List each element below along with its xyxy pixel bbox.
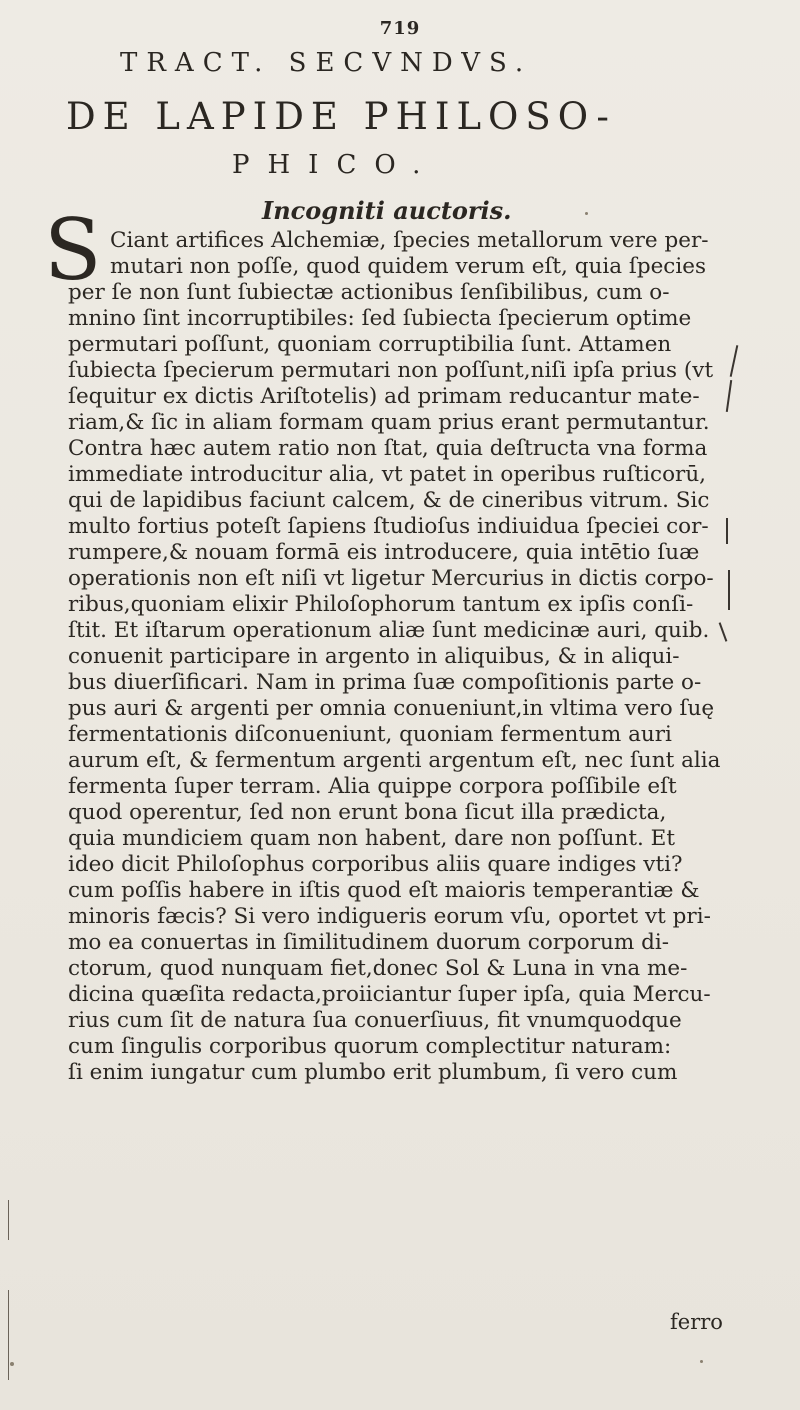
text-line: operationis non eſt niſi vt ligetur Mercurius in dictis corpo-	[68, 566, 714, 591]
text-line: multo fortius poteſt ſapiens ſtudioſus indiuidua ſpeciei cor-	[68, 514, 709, 539]
running-head: TRACT. SECVNDVS.	[120, 48, 533, 78]
text-line: bus diuerſificari. Nam in prima ſuæ compoſitionis parte o-	[68, 670, 702, 695]
author-line: Incogniti auctoris.	[262, 196, 512, 225]
text-line: minoris fæcis? Si vero indigueris eorum vſu, oportet vt pri-	[68, 904, 711, 929]
chapter-title: DE LAPIDE PHILOSO-	[66, 95, 616, 138]
catchword: ferro	[670, 1310, 723, 1334]
text-line: conuenit participare in argento in aliquibus, & in aliqui-	[68, 644, 680, 669]
margin-ink-mark	[730, 345, 739, 377]
text-line: ſtit. Et iſtarum operationum aliæ ſunt medicinæ auri, quib.	[68, 618, 710, 643]
text-line: rumpere,& nouam formā eis introducere, quia intētio ſuæ	[68, 540, 700, 565]
text-line: Ciant artifices Alchemiæ, ſpecies metallorum vere per-	[110, 228, 709, 253]
paper-blemish	[700, 1360, 703, 1363]
text-line: cum poſſis habere in iſtis quod eſt maioris temperantiæ &	[68, 878, 700, 903]
text-line: mo ea conuertas in ſimilitudinem duorum corporum di-	[68, 930, 669, 955]
margin-ink-mark	[8, 1290, 9, 1380]
text-line: immediate introducitur alia, vt patet in operibus ruſticorū,	[68, 462, 706, 487]
text-line: Contra hæc autem ratio non ſtat, quia deſtructa vna forma	[68, 436, 708, 461]
margin-ink-mark	[726, 518, 728, 544]
text-line: fermentationis diſconueniunt, quoniam fermentum auri	[68, 722, 672, 747]
drop-cap: S	[44, 201, 102, 299]
text-line: ſubiecta ſpecierum permutari non poſſunt,niſi ipſa prius (vt	[68, 358, 714, 383]
paper-blemish	[10, 1362, 14, 1366]
page-number: 719	[379, 18, 421, 39]
text-line: pus auri & argenti per omnia conueniunt,in vltima vero ſuę	[68, 696, 715, 721]
text-line: rius cum ſit de natura ſua conuerſiuus, fit vnumquodque	[68, 1008, 682, 1033]
margin-ink-mark	[726, 380, 732, 412]
chapter-title-continuation: PHICO.	[232, 150, 439, 180]
paper-blemish	[585, 212, 588, 215]
text-line: mutari non poſſe, quod quidem verum eſt, quia ſpecies	[110, 254, 706, 279]
text-line: quia mundiciem quam non habent, dare non poſſunt. Et	[68, 826, 675, 851]
text-line: permutari poſſunt, quoniam corruptibilia ſunt. Attamen	[68, 332, 672, 357]
text-line: fermenta ſuper terram. Alia quippe corpora poſſibile eſt	[68, 774, 677, 799]
text-line: ideo dicit Philoſophus corporibus aliis quare indiges vti?	[68, 852, 683, 877]
margin-ink-mark	[8, 1200, 9, 1240]
margin-ink-mark	[719, 622, 728, 641]
text-line: ſequitur ex dictis Ariſtotelis) ad primam reducantur mate-	[68, 384, 700, 409]
text-line: quod operentur, ſed non erunt bona ſicut illa prædicta,	[68, 800, 667, 825]
text-line: riam,& ſic in aliam formam quam prius erant permutantur.	[68, 410, 710, 435]
text-line: aurum eſt, & fermentum argenti argentum eſt, nec ſunt alia	[68, 748, 721, 773]
text-line: ribus,quoniam elixir Philoſophorum tantum ex ipſis conſi-	[68, 592, 694, 617]
text-line: mnino ſint incorruptibiles: ſed ſubiecta ſpecierum optime	[68, 306, 692, 331]
text-line: ſi enim iungatur cum plumbo erit plumbum, ſi vero cum	[68, 1060, 678, 1085]
text-line: qui de lapidibus faciunt calcem, & de cineribus vitrum. Sic	[68, 488, 710, 513]
text-line: cum ſingulis corporibus quorum complectitur naturam:	[68, 1034, 672, 1059]
margin-ink-mark	[728, 570, 730, 610]
text-line: ctorum, quod nunquam fiet,donec Sol & Luna in vna me-	[68, 956, 688, 981]
text-line: dicina quæſita redacta,proiiciantur ſuper ipſa, quia Mercu-	[68, 982, 711, 1007]
text-line: per ſe non ſunt ſubiectæ actionibus ſenſibilibus, cum o-	[68, 280, 670, 305]
